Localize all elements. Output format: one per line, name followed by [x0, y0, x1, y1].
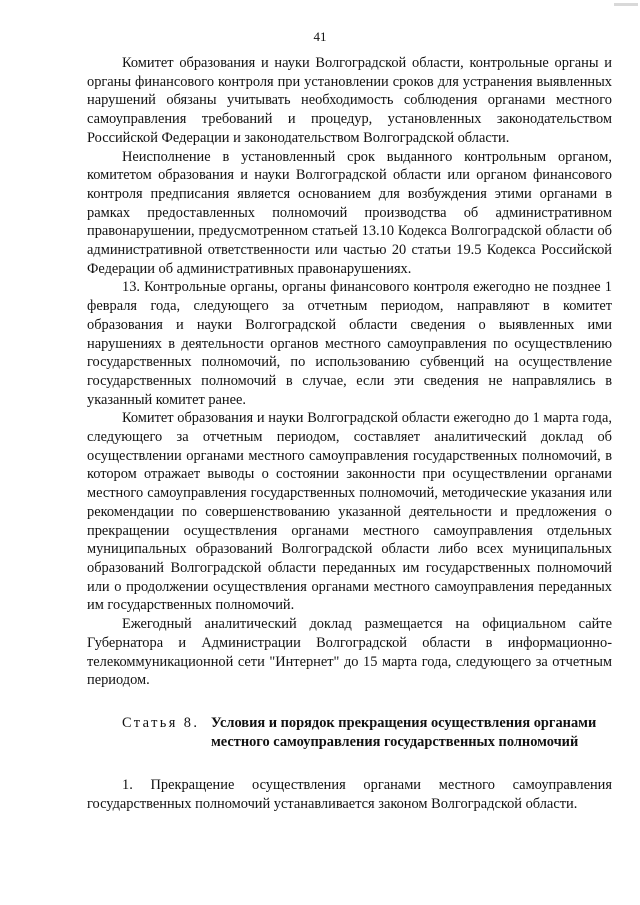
- paragraph-4: Комитет образования и науки Волгоградской области ежегодно до 1 марта года, следующего за отчетным периодом, составляет аналитический доклад об осуществлении органами местного самоуправления государственных полномочий, в котором отражает выводы о состоянии законности при осуществлении органами местного самоуправления государственных полномочий, методические указания или рекомендации по совершенствованию указанной деятельности и предложения о прекращении осуществления органами местного самоуправления отдельных муниципальных образований Волгоградской области либо всех муниципальных образований Волгоградской области переданных им государственных полномочий или о продолжении осуществления органами местного самоуправления переданных им государственных полномочий.: [87, 410, 612, 614]
- paragraph-final: 1. Прекращение осуществления органами местного самоуправления государственных полномочий устанавливается законом Волгоградской области.: [87, 777, 612, 813]
- document-body: [87, 54, 612, 814]
- article-heading: [87, 714, 612, 751]
- article-label: Статья 8.: [122, 714, 200, 731]
- paragraph-5: Ежегодный аналитический доклад размещается на официальном сайте Губернатора и Администрации Волгоградской области в информационно-телекоммуникационной сети "Интернет" до 15 марта года, следующего за отчетным периодом.: [87, 616, 612, 689]
- paragraph-1: Комитет образования и науки Волгоградской области, контрольные органы и органы финансового контроля при установлении сроков для устранения выявленных нарушений обязаны учитывать необходимость соблюдения органами местного самоуправления требований и процедур, установленных законодательством Российской Федерации и законодательством Волгоградской области.: [87, 55, 612, 146]
- paragraph-3: 13. Контрольные органы, органы финансового контроля ежегодно не позднее 1 февраля года, следующего за отчетным периодом, направляют в комитет образования и науки Волгоградской области сведения о выявленных ими нарушениях в деятельности органов местного самоуправления по осуществлению государственных полномочий, по использованию субвенций на осуществление государственных полномочий в случае, если эти сведения не направлялись в указанный комитет ранее.: [87, 279, 612, 408]
- article-title: Условия и порядок прекращения осуществления органами местного самоуправления государственных полномочий: [211, 714, 597, 750]
- paragraph-2: Неисполнение в установленный срок выданного контрольным органом, комитетом образования и науки Волгоградской области или органом финансового контроля предписания является основанием для возбуждения этими органами в рамках предоставленных полномочий производства об административном правонарушении, предусмотренном статьей 13.10 Кодекса Волгоградской области об административной ответственности или частью 20 статьи 19.5 Кодекса Российской Федерации об административных правонарушениях.: [87, 148, 612, 277]
- scan-edge-mark: [614, 3, 638, 6]
- page-number: 41: [313, 29, 327, 44]
